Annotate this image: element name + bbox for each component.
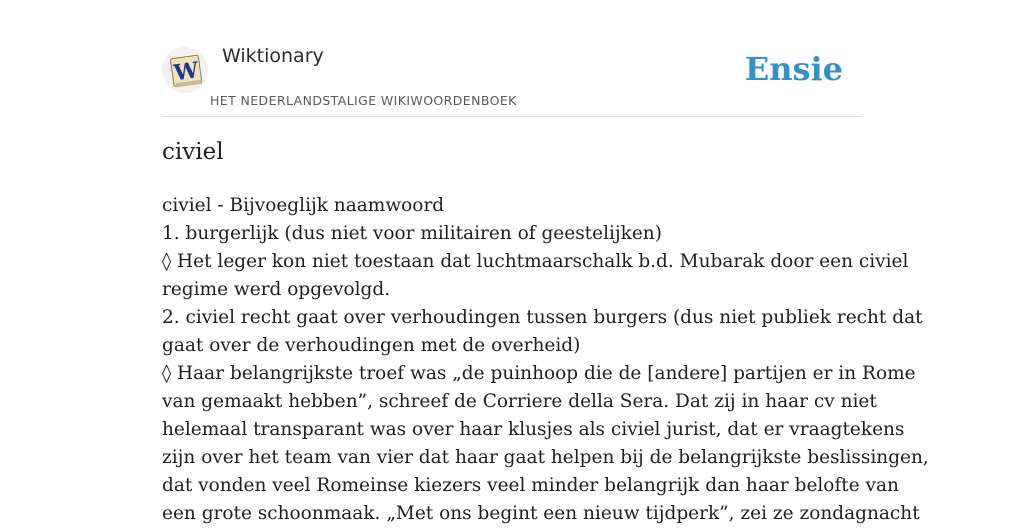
ensie-brand-link[interactable]: Ensie: [744, 50, 843, 88]
definition-line: een grote schoonmaak. „Met ons begint een nieuw tijdperk”, zei ze zondagnacht: [162, 503, 920, 524]
page-title: civiel: [162, 139, 224, 165]
definition-line: civiel - Bijvoeglijk naamwoord: [162, 195, 445, 216]
definition-line: 2. civiel recht gaat over verhoudingen tussen burgers (dus niet publiek recht dat: [162, 307, 923, 328]
definition-line: dat vonden veel Romeinse kiezers veel minder belangrijk dan haar belofte van: [162, 475, 899, 496]
definition-line: van gemaakt hebben”, schreef de Corriere della Sera. Dat zij in haar cv niet: [162, 391, 877, 412]
logo-letter: W: [172, 57, 201, 87]
site-subtitle: HET NEDERLANDSTALIGE WIKIWOORDENBOEK: [210, 93, 517, 108]
definition-line: regime werd opgevolgd.: [162, 279, 391, 300]
logo-tile-graphic: [162, 47, 208, 93]
wiktionary-logo-icon[interactable]: [162, 47, 208, 93]
entry-definition: [162, 192, 929, 528]
site-header: [162, 44, 862, 117]
definition-line: gaat over de verhoudingen met de overheid): [162, 335, 581, 356]
definition-line: 1. burgerlijk (dus niet voor militairen of geestelijken): [162, 223, 662, 244]
definition-line: ◊ Haar belangrijkste troef was „de puinhoop die de [andere] partijen er in Rome: [162, 363, 916, 384]
definition-line: zijn over het team van vier dat haar gaat helpen bij de belangrijkste beslissingen,: [162, 447, 929, 468]
site-name-link[interactable]: Wiktionary: [222, 45, 324, 67]
definition-line: helemaal transparant was over haar klusjes als civiel jurist, dat er vraagtekens: [162, 419, 905, 440]
definition-line: ◊ Het leger kon niet toestaan dat luchtmaarschalk b.d. Mubarak door een civiel: [162, 251, 909, 272]
